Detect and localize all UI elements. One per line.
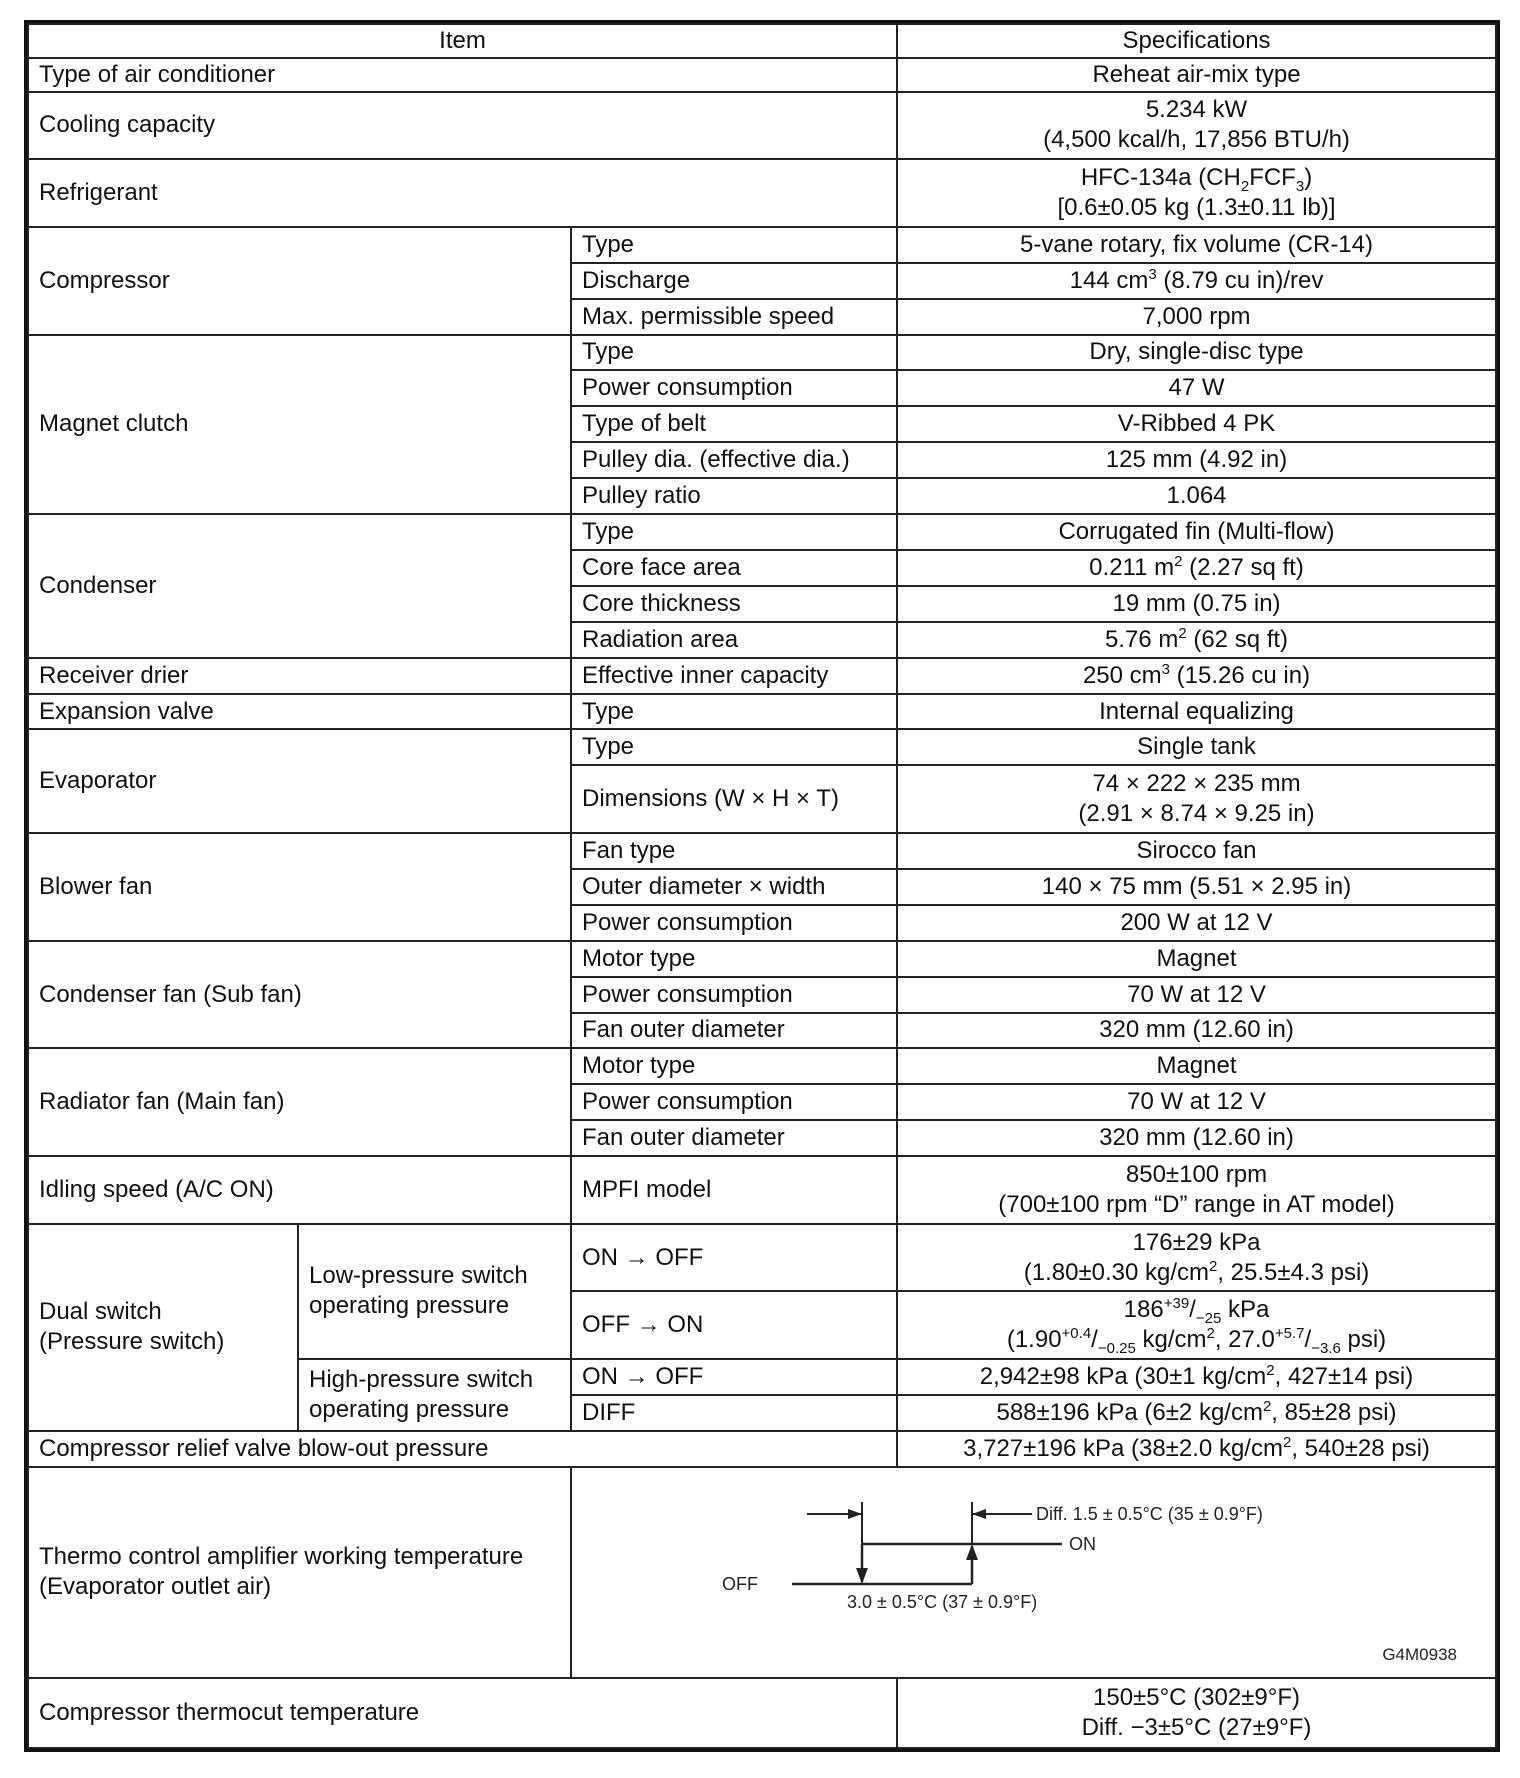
pressure-switch-label: (Pressure switch) bbox=[39, 1328, 225, 1356]
sub-label-evaporator-dimensions: Dimensions (W × H × T) bbox=[571, 765, 897, 833]
thermo-hysteresis-diagram bbox=[572, 1474, 1472, 1670]
spec-sheet bbox=[24, 20, 1500, 1752]
low-operating-pressure-label: operating pressure bbox=[309, 1292, 510, 1320]
header-item: Item bbox=[28, 24, 897, 58]
sub-label-condenser-type: Type bbox=[571, 514, 897, 550]
table-row bbox=[28, 658, 1496, 694]
sub-label-low-on-off: ON → OFF bbox=[571, 1224, 897, 1292]
value-radiation-area: 5.76 $m^2$ (62 sq ft) bbox=[897, 622, 1496, 658]
row-label-expansion-valve: Expansion valve bbox=[28, 694, 571, 730]
table-row bbox=[28, 1678, 1496, 1748]
idling-speed-rpm: 850±100 rpm bbox=[1125, 1160, 1268, 1188]
row-label-compressor: Compressor bbox=[28, 227, 571, 335]
value-expansion-type: Internal equalizing bbox=[897, 694, 1496, 730]
sub-label-mpfi-model: MPFI model bbox=[571, 1156, 897, 1224]
diff-label: Diff. 1.5 ± 0.5°C (35 ± 0.9°F) bbox=[1036, 1504, 1263, 1525]
header-specifications: Specifications bbox=[897, 24, 1496, 58]
sub-label-rf-motor: Motor type bbox=[571, 1048, 897, 1084]
row-label-cooling-capacity: Cooling capacity bbox=[28, 92, 897, 160]
value-pulley-ratio: 1.064 bbox=[897, 478, 1496, 514]
value-condenser-type: Corrugated fin (Multi-flow) bbox=[897, 514, 1496, 550]
value-high-diff: 588±196 kPa (6±2 $kg/cm^2$, 85±28 psi) bbox=[897, 1395, 1496, 1431]
table-row bbox=[28, 514, 1496, 550]
low-off-on-kpa: $186^{+39}/_{-25}$ kPa bbox=[1123, 1295, 1270, 1327]
table-row bbox=[28, 227, 1496, 263]
label-low-pressure-switch bbox=[298, 1224, 571, 1359]
refrigerant-amount: [0.6±0.05 kg (1.3±0.11 lb)] bbox=[1057, 193, 1336, 221]
sub-label-low-off-on: OFF → ON bbox=[571, 1291, 897, 1359]
row-label-condenser: Condenser bbox=[28, 514, 571, 658]
table-row bbox=[28, 1224, 1496, 1292]
diff-arrow-left-head bbox=[848, 1509, 862, 1519]
cooling-capacity-alt-units: (4,500 kcal/h, 17,856 BTU/h) bbox=[1043, 126, 1350, 154]
value-low-off-on bbox=[897, 1291, 1496, 1359]
sub-label-high-on-off: ON → OFF bbox=[571, 1359, 897, 1395]
table-row bbox=[28, 335, 1496, 371]
value-inner-capacity: 250 $cm^3$ (15.26 cu in) bbox=[897, 658, 1496, 694]
row-label-dual-switch bbox=[28, 1224, 298, 1431]
value-pulley-dia: 125 mm (4.92 in) bbox=[897, 442, 1496, 478]
diff-arrow-right-head bbox=[972, 1509, 986, 1519]
row-label-magnet-clutch: Magnet clutch bbox=[28, 335, 571, 515]
row-label-thermocut: Compressor thermocut temperature bbox=[28, 1678, 897, 1748]
value-cf-power: 70 W at 12 V bbox=[897, 977, 1496, 1013]
row-value-refrigerant bbox=[897, 159, 1496, 227]
table-row bbox=[28, 1431, 1496, 1467]
sub-label-fan-type: Fan type bbox=[571, 833, 897, 869]
value-compressor-discharge: 144 $cm^3$ (8.79 cu in)/rev bbox=[897, 263, 1496, 299]
sub-label-high-diff: DIFF bbox=[571, 1395, 897, 1431]
sub-label-pulley-dia: Pulley dia. (effective dia.) bbox=[571, 442, 897, 478]
row-label-radiator-fan: Radiator fan (Main fan) bbox=[28, 1048, 571, 1156]
table-row bbox=[28, 833, 1496, 869]
sub-label-compressor-type: Type bbox=[571, 227, 897, 263]
value-clutch-type: Dry, single-disc type bbox=[897, 335, 1496, 371]
temperature-label: 3.0 ± 0.5°C (37 ± 0.9°F) bbox=[847, 1592, 1038, 1613]
row-label-evaporator: Evaporator bbox=[28, 729, 571, 833]
row-label-relief-valve: Compressor relief valve blow-out pressure bbox=[28, 1431, 897, 1467]
sub-label-compressor-speed: Max. permissible speed bbox=[571, 299, 897, 335]
cooling-capacity-kw: 5.234 kW bbox=[1145, 96, 1248, 124]
dual-switch-label: Dual switch bbox=[39, 1298, 162, 1326]
value-thermocut bbox=[897, 1678, 1496, 1748]
value-clutch-belt: V-Ribbed 4 PK bbox=[897, 406, 1496, 442]
sub-label-clutch-type: Type bbox=[571, 335, 897, 371]
sub-label-pulley-ratio: Pulley ratio bbox=[571, 478, 897, 514]
low-off-on-alt-units: ($1.90^{+0.4}/_{-0.25}$ $kg/cm^2$, $27.0^{+5.7}/_{-3.6}$ psi) bbox=[1006, 1325, 1387, 1357]
sub-label-cf-motor: Motor type bbox=[571, 941, 897, 977]
row-label-type-of-air-conditioner: Type of air conditioner bbox=[28, 58, 897, 92]
sub-label-cf-power: Power consumption bbox=[571, 977, 897, 1013]
sub-label-evaporator-type: Type bbox=[571, 729, 897, 765]
low-on-off-alt-units: (1.80±0.30 $kg/cm^2$, 25.5±4.3 psi) bbox=[1023, 1257, 1370, 1286]
idling-speed-at-model: (700±100 rpm “D” range in AT model) bbox=[998, 1190, 1395, 1218]
value-evaporator-dimensions bbox=[897, 765, 1496, 833]
sub-label-rf-power: Power consumption bbox=[571, 1084, 897, 1120]
sub-label-outer-diameter-width: Outer diameter × width bbox=[571, 869, 897, 905]
table-header-row bbox=[28, 24, 1496, 58]
low-on-off-kpa: 176±29 kPa bbox=[1132, 1228, 1261, 1256]
table-row bbox=[28, 58, 1496, 92]
row-label-condenser-fan: Condenser fan (Sub fan) bbox=[28, 941, 571, 1049]
value-cf-motor: Magnet bbox=[897, 941, 1496, 977]
sub-label-core-face: Core face area bbox=[571, 550, 897, 586]
sub-label-rf-diameter: Fan outer diameter bbox=[571, 1120, 897, 1156]
evaporator-dims-mm: 74 × 222 × 235 mm bbox=[1092, 770, 1301, 798]
row-value-type-of-air-conditioner: Reheat air-mix type bbox=[897, 58, 1496, 92]
label-high-pressure-switch bbox=[298, 1359, 571, 1431]
sub-label-cf-diameter: Fan outer diameter bbox=[571, 1013, 897, 1049]
row-label-thermo-control bbox=[28, 1467, 571, 1678]
sub-label-clutch-power: Power consumption bbox=[571, 370, 897, 406]
sub-label-compressor-discharge: Discharge bbox=[571, 263, 897, 299]
figure-code: G4M0938 bbox=[1382, 1645, 1457, 1665]
sub-label-expansion-type: Type bbox=[571, 694, 897, 730]
thermo-diagram-cell bbox=[571, 1467, 1496, 1678]
up-arrow-head bbox=[966, 1544, 978, 1560]
value-evaporator-type: Single tank bbox=[897, 729, 1496, 765]
on-label: ON bbox=[1069, 1534, 1096, 1555]
thermocut-diff: Diff. −3±5°C (27±9°F) bbox=[1081, 1713, 1312, 1741]
table-row bbox=[28, 941, 1496, 977]
thermo-control-label: Thermo control amplifier working temperature bbox=[39, 1543, 524, 1571]
table-row bbox=[28, 729, 1496, 765]
value-fan-type: Sirocco fan bbox=[897, 833, 1496, 869]
value-compressor-type: 5-vane rotary, fix volume (CR-14) bbox=[897, 227, 1496, 263]
table-row bbox=[28, 1467, 1496, 1678]
table-row bbox=[28, 92, 1496, 160]
table-row bbox=[28, 159, 1496, 227]
evaporator-dims-in: (2.91 × 8.74 × 9.25 in) bbox=[1078, 800, 1315, 828]
row-value-cooling-capacity bbox=[897, 92, 1496, 160]
refrigerant-formula: HFC-134a $(CH_2FCF_3)$ bbox=[1080, 163, 1313, 195]
value-blower-power: 200 W at 12 V bbox=[897, 905, 1496, 941]
low-pressure-switch-label: Low-pressure switch bbox=[309, 1262, 528, 1290]
down-arrow-head bbox=[856, 1568, 868, 1584]
evaporator-outlet-label: (Evaporator outlet air) bbox=[39, 1573, 272, 1601]
value-rf-power: 70 W at 12 V bbox=[897, 1084, 1496, 1120]
value-core-face: 0.211 $m^2$ (2.27 sq ft) bbox=[897, 550, 1496, 586]
table-row bbox=[28, 1048, 1496, 1084]
high-operating-pressure-label: operating pressure bbox=[309, 1395, 510, 1423]
sub-label-core-thickness: Core thickness bbox=[571, 586, 897, 622]
row-label-refrigerant: Refrigerant bbox=[28, 159, 897, 227]
sub-label-radiation-area: Radiation area bbox=[571, 622, 897, 658]
row-label-receiver-drier: Receiver drier bbox=[28, 658, 571, 694]
value-outer-diameter-width: 140 × 75 mm (5.51 × 2.95 in) bbox=[897, 869, 1496, 905]
specifications-table bbox=[27, 23, 1497, 1749]
thermocut-temperature: 150±5°C (302±9°F) bbox=[1093, 1683, 1300, 1711]
sub-label-inner-capacity: Effective inner capacity bbox=[571, 658, 897, 694]
value-idling-speed bbox=[897, 1156, 1496, 1224]
value-clutch-power: 47 W bbox=[897, 370, 1496, 406]
value-rf-diameter: 320 mm (12.60 in) bbox=[897, 1120, 1496, 1156]
high-pressure-switch-label: High-pressure switch bbox=[309, 1365, 534, 1393]
sub-label-blower-power: Power consumption bbox=[571, 905, 897, 941]
value-compressor-speed: 7,000 rpm bbox=[897, 299, 1496, 335]
value-low-on-off bbox=[897, 1224, 1496, 1292]
row-label-blower-fan: Blower fan bbox=[28, 833, 571, 941]
table-row bbox=[28, 694, 1496, 730]
off-label: OFF bbox=[722, 1574, 758, 1595]
value-high-on-off: 2,942±98 kPa (30±1 $kg/cm^2$, 427±14 psi) bbox=[897, 1359, 1496, 1395]
value-rf-motor: Magnet bbox=[897, 1048, 1496, 1084]
value-cf-diameter: 320 mm (12.60 in) bbox=[897, 1013, 1496, 1049]
row-label-idling-speed: Idling speed (A/C ON) bbox=[28, 1156, 571, 1224]
table-row bbox=[28, 1156, 1496, 1224]
value-core-thickness: 19 mm (0.75 in) bbox=[897, 586, 1496, 622]
value-relief-valve: 3,727±196 kPa (38±2.0 $kg/cm^2$, 540±28 psi) bbox=[897, 1431, 1496, 1467]
sub-label-clutch-belt: Type of belt bbox=[571, 406, 897, 442]
